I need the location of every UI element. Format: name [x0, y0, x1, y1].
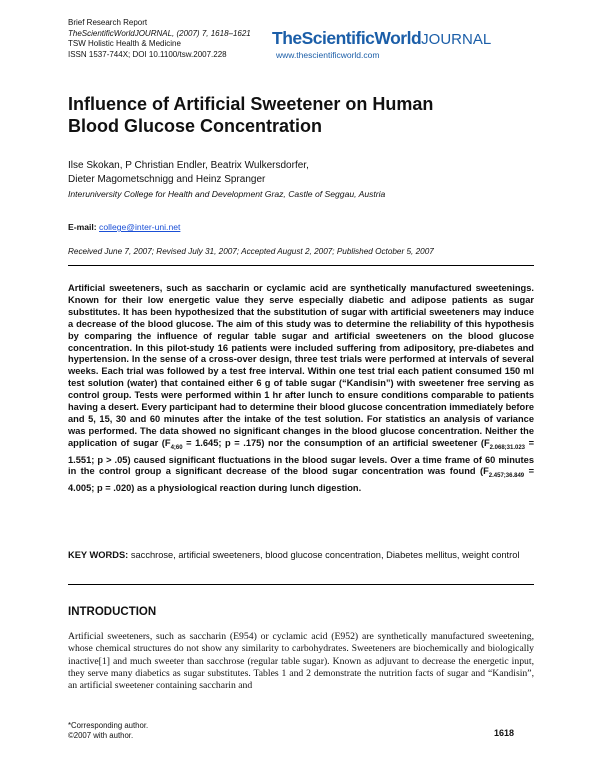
issn-doi-line: ISSN 1537-744X; DOI 10.1100/tsw.2007.228 [68, 49, 227, 59]
keywords [68, 549, 534, 561]
journal-logo [272, 28, 532, 60]
intro-text: Artificial sweeteners, such as saccharin (E954) or cyclamic acid (E952) are synthetically manufactured sweetening, whose chemical structures do not show any similarity to carbohydrates. Sweeteners are biochemically and biologically inactive[1] and much sweeter than sacchrose (regular table sugar). Known as adjuvant to decrease the energetic input, they serve many diabetics as sugar substitutes. Tables 1 and 2 demonstrate the nutrition facts of sugar and “Kandisin”, an artificial sweetener containing saccharin and [68, 631, 534, 692]
article-title [68, 93, 488, 137]
keywords-label: KEY WORDS: [68, 550, 129, 560]
abstract-text-1: Artificial sweeteners, such as saccharin or cyclamic acid are synthetically manufactured sweetenings. Known for their low energetic value they serve especially diabetic and adipose patients as sugar substitutes. It has been hypothesized that the substitution of sugar with artificial sweeteners may induce a decrease of the blood glucose. The aim of this study was to determine the reliability of this hypothesis by comparing the influence of regular table sugar and artificial sweeteners on the blood glucose concentration. In this pilot-study 16 patients were included suffering from adipository, pre-diabetes and hypertension. In the sense of a cross-over design, three test trials were performed at intervals of several weeks. Each trial was followed by a test free interval. Within one test trial each patient consumed 150 ml test solution (water) that contained either 6 g of table sugar (“Kandisin”) with sweetener free serving as control group. Tests were performed within 1 hr after lunch to ensure conditions comparable to patients having a desert. Every participant had to determine their blood glucose concentration immediately before and 5, 15, 30 and 60 minutes after the intake of the test solution. For statistics an analysis of variance was performed. The data showed no significant changes in the blood glucose concentration. Neither the application of sugar (F [68, 283, 534, 448]
journal-meta [68, 18, 251, 60]
email-line [68, 222, 180, 232]
citation-line: TheScientificWorldJOURNAL, (2007) 7, 1618–1621 [68, 28, 251, 38]
divider-bottom [68, 584, 534, 585]
abstract-sub-1: 4;60 [170, 444, 183, 451]
copyright-note: ©2007 with author. [68, 731, 134, 740]
title-line-1: Influence of Artificial Sweetener on Human [68, 94, 434, 114]
email-label: E-mail: [68, 222, 97, 232]
logo-journal-text: JOURNAL [421, 31, 492, 48]
logo-url[interactable]: www.thescientificworld.com [276, 50, 380, 60]
abstract-text-4: = 4.005; p = .020) as a physiological reaction during lunch digestion. [68, 466, 534, 494]
authors-line-1: Ilse Skokan, P Christian Endler, Beatrix Wulkersdorfer, [68, 160, 309, 171]
author-block [68, 159, 508, 201]
intro-heading: INTRODUCTION [68, 606, 157, 618]
page-number: 1618 [494, 728, 515, 738]
email-link[interactable]: college@inter-uni.net [99, 222, 181, 232]
keywords-text: sacchrose, artificial sweeteners, blood glucose concentration, Diabetes mellitus, weight control [128, 550, 520, 560]
abstract-text-3: = 1.551; p > .05) caused significant fluctuations in the blood sugar levels. Over a time frame of 60 minutes in the control group a significant decrease of the blood sugar concentration was found (F [68, 437, 535, 477]
abstract-text-2: = 1.645; p = .175) nor the consumption of an artificial sweetener (F [182, 437, 490, 448]
abstract-sub-3: 2.457;36.849 [488, 473, 525, 480]
logo-main-text: TheScientificWorld [272, 28, 422, 48]
abstract-sub-2: 2.068;31.023 [489, 444, 526, 451]
article-type: Brief Research Report [68, 18, 148, 27]
corresponding-note: *Corresponding author. [68, 721, 149, 730]
footer-notes [68, 721, 148, 741]
divider-top [68, 265, 534, 266]
abstract [68, 283, 534, 495]
title-line-2: Blood Glucose Concentration [68, 116, 323, 136]
section-line: TSW Holistic Health & Medicine [68, 39, 181, 48]
affiliation: Interuniversity College for Health and Development Graz, Castle of Seggau, Austria [68, 189, 386, 199]
publication-dates: Received June 7, 2007; Revised July 31, 2007; Accepted August 2, 2007; Published October 5, 2007 [68, 247, 434, 256]
authors-line-2: Dieter Magometschnigg and Heinz Spranger [68, 174, 266, 185]
